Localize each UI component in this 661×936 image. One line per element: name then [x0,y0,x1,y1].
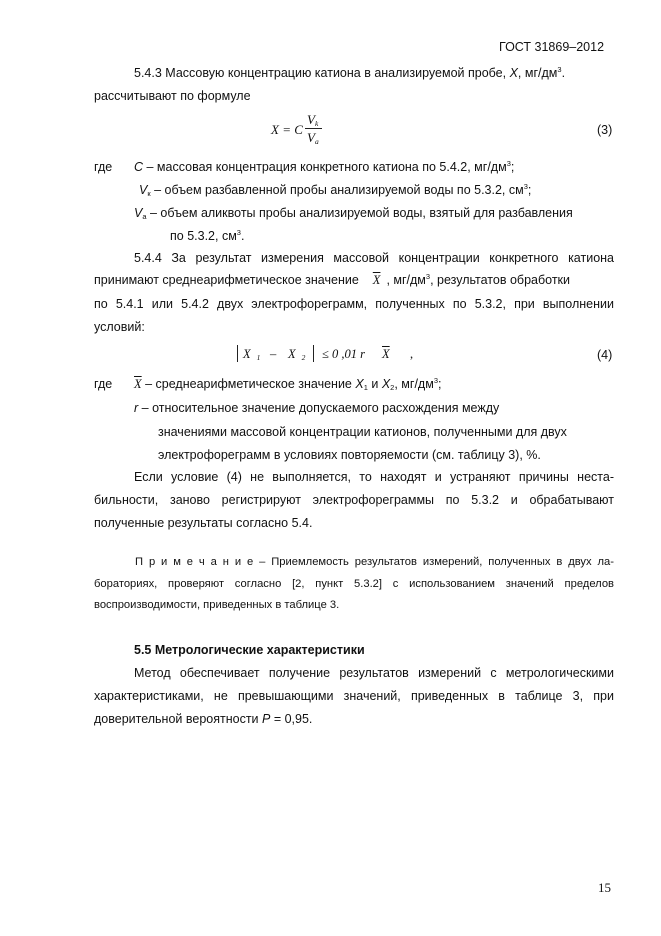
definition-va: $V_а$ – объем аликвоты пробы анализируемой воды, взятый для разбавления [134,206,573,221]
para-544-line2: принимают среднеарифметическое значение $\overline{X}$ , $мг/дм^3$, результатов обработки [94,272,570,287]
formula-4-number: (4) [597,348,613,362]
definition-c: C – массовая концентрация конкретного катиона по 5.4.2, $мг/дм^3$; [134,159,515,174]
page-number: 15 [598,880,611,895]
section-55-line3: доверительной вероятности P = 0,95. [94,712,313,726]
condition-fail-line3: полученные результаты согласно 5.4. [94,516,313,530]
condition-fail-line2: бильности, заново регистрируют электрофореграммы по 5.3.2 и обрабатывают [94,493,614,507]
para-544-line4: условий: [94,320,145,334]
definition-r-line3: электрофореграмм в условиях повторяемости (см. таблицу 3), %. [158,448,541,462]
definition-r: r – относительное значение допускаемого расхождения между [134,401,500,415]
note-line1: П р и м е ч а н и е – Приемлемость результатов измерений, полученных в двух ла- [135,556,614,568]
formula-3-numerator: $V_k$ [307,112,319,128]
abs-bar-right [313,345,314,362]
abs-bar-left [237,345,238,362]
note-label: П р и м е ч а н и е [135,556,254,568]
definition-xbar: $\overline{X}$ – среднеарифметическое значение $X_1$ и $X_2$, $мг/дм^3$; [134,376,442,392]
where-label-1: где [94,160,113,174]
formula-4-xbar: $\overline{X}$ [382,347,390,361]
note-line3: воспроизводимости, приведенных в таблице 3. [94,599,340,611]
para-543-line1: 5.4.3 Массовую концентрацию катиона в анализируемой пробе, X, $мг/дм^3$. [134,65,566,80]
formula-4-relation: ≤ 0 ,01 r [322,347,365,361]
para-544-line3: по 5.4.1 или 5.4.2 двух электрофореграмм, полученных по 5.3.2, при выполнении [94,297,614,311]
definition-va-cont: по 5.3.2, $см^3$. [170,228,245,243]
section-55-heading: 5.5 Метрологические характеристики [134,643,365,657]
para-544-line1: 5.4.4 За результат измерения массовой концентрации конкретного катиона [134,251,614,265]
formula-4-x1: X $_1$ [243,347,261,362]
note-line2: бораториях, проверяют согласно [2, пункт 5.3.2] с использованием значений пределов [94,578,614,590]
section-55-line1: Метод обеспечивает получение результатов измерений с метрологическими [134,666,614,680]
formula-3-number: (3) [597,123,613,137]
definition-vk: $V_к$ – объем разбавленной пробы анализируемой воды по 5.3.2, $см^3$; [139,182,532,198]
section-55-line2: характеристиками, не превышающими значений, приведенных в таблице 3, при [94,689,614,703]
document-number: ГОСТ 31869–2012 [499,40,605,54]
formula-4-comma: , [410,347,414,361]
where-label-2: где [94,377,113,391]
formula-4-minus: – [270,347,277,361]
condition-fail-line1: Если условие (4) не выполняется, то находят и устраняют причины неста- [134,470,614,484]
formula-3-fraction-line [305,128,322,129]
formula-3-lhs: X = C [271,122,303,137]
definition-r-line2: значениями массовой концентрации катионов, полученными для двух [158,425,567,439]
para-543-line2: рассчитывают по формуле [94,89,251,103]
formula-4-x2: X $_2$ [288,347,306,362]
formula-3-denominator: $V_a$ [307,130,319,146]
